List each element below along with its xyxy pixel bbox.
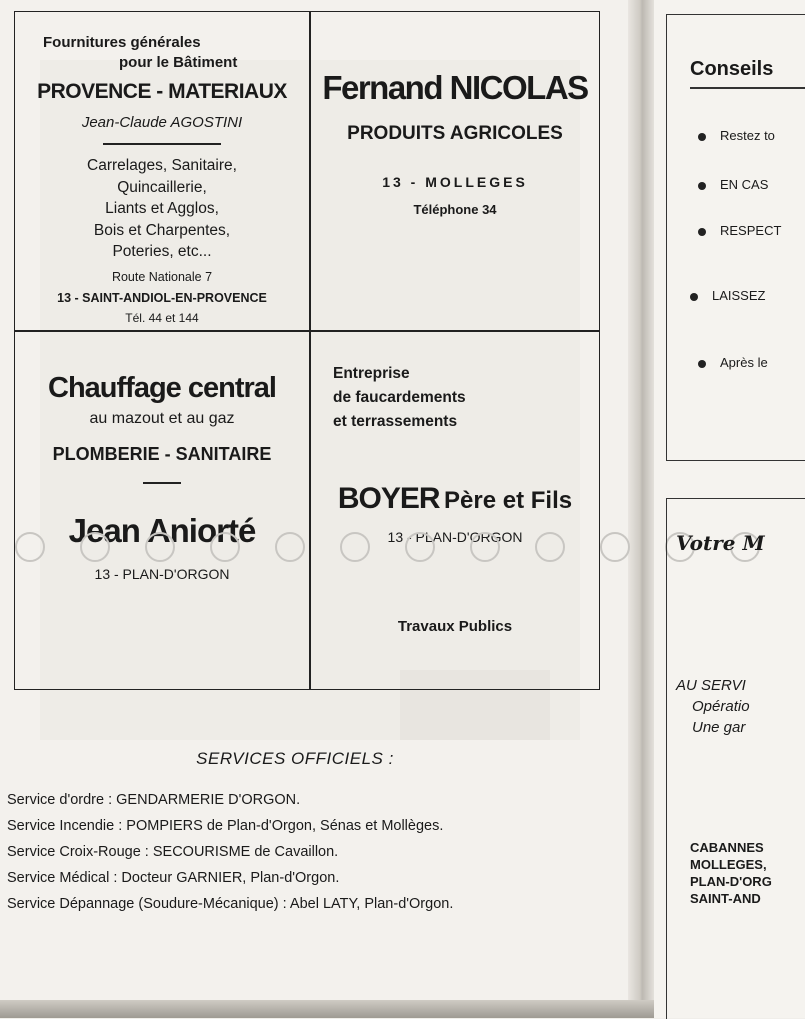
- advertisement-grid: [14, 11, 600, 690]
- bottom-page-shadow: [0, 1000, 654, 1018]
- subheading: au mazout et au gaz: [89, 410, 235, 427]
- box-bottom-border: [667, 460, 805, 462]
- activity: PRODUITS AGRICOLES: [347, 123, 563, 144]
- description-line: Entreprise: [333, 365, 410, 382]
- conseils-heading: Conseils: [690, 58, 774, 80]
- phone-number: Tél. 44 et 144: [125, 311, 199, 325]
- phone-number: Téléphone 34: [413, 202, 497, 217]
- page-gutter: [628, 0, 654, 1018]
- advice-line: RESPECT: [720, 223, 782, 238]
- ad-boyer-pere-et-fils: [311, 332, 599, 689]
- company-name: [311, 482, 599, 516]
- product-line: Quincaillerie,: [117, 178, 207, 196]
- address-city: 13 - SAINT-ANDIOL-EN-PROVENCE: [57, 291, 267, 305]
- ad-jean-aniorte: [15, 332, 309, 689]
- town: MOLLEGES,: [690, 857, 767, 872]
- service-line: Service Médical : Docteur GARNIER, Plan-d'Orgon.: [7, 870, 340, 886]
- product-line: Poteries, etc...: [112, 243, 212, 260]
- company-name: Jean Aniorté: [68, 512, 256, 549]
- footer-text: Travaux Publics: [397, 618, 513, 635]
- product-line: Carrelages, Sanitaire,: [87, 157, 237, 174]
- company-name-rest: Père et Fils: [444, 487, 573, 514]
- company-name-bold: BOYER: [337, 482, 440, 515]
- garantie-line: Une gar: [692, 719, 746, 736]
- heading-underline: [690, 87, 805, 89]
- advice-line: Restez to: [720, 128, 775, 143]
- ad-provence-materiaux: [15, 12, 309, 330]
- advice-line: Après le: [720, 355, 768, 370]
- bullet-icon: [698, 182, 706, 190]
- description: [333, 362, 466, 434]
- service-line: Service Incendie : POMPIERS de Plan-d'Orgon, Sénas et Mollèges.: [7, 818, 444, 834]
- service-line: Service d'ordre : GENDARMERIE D'ORGON.: [7, 792, 301, 808]
- bullet-icon: [698, 360, 706, 368]
- company-name: Fernand NICOLAS: [322, 69, 588, 106]
- address-city: 13 - PLAN-D'ORGON: [94, 566, 230, 582]
- ad-line: Fournitures générales: [43, 34, 201, 51]
- service-line: Service Croix-Rouge : SECOURISME de Cavaillon.: [7, 844, 339, 860]
- advice-line: LAISSEZ: [712, 288, 766, 303]
- divider-rule: [143, 482, 181, 484]
- town: PLAN-D'ORG: [690, 874, 772, 889]
- town: SAINT-AND: [690, 891, 761, 906]
- votre-box: [666, 498, 805, 1019]
- bullet-icon: [698, 228, 706, 236]
- address-city: 13 - MOLLEGES: [382, 174, 528, 190]
- address-city: 13 - PLAN-D'ORGON: [387, 529, 523, 545]
- services-title: SERVICES OFFICIELS :: [196, 749, 394, 768]
- advice-line: EN CAS: [720, 177, 769, 192]
- votre-heading: Votre M: [676, 531, 765, 555]
- operation-line: Opératio: [692, 698, 750, 715]
- product-list: [15, 155, 309, 263]
- description-line: de faucardements: [333, 389, 466, 406]
- divider-rule: [103, 143, 221, 145]
- product-line: Bois et Charpentes,: [93, 221, 231, 239]
- product-line: Liants et Agglos,: [105, 200, 219, 217]
- company-name: PROVENCE - MATERIAUX: [37, 80, 287, 103]
- owner-name: Jean-Claude AGOSTINI: [81, 114, 243, 131]
- bullet-icon: [698, 133, 706, 141]
- address-road: Route Nationale 7: [111, 270, 213, 284]
- au-service-line: AU SERVI: [676, 677, 746, 694]
- service-line: Service Dépannage (Soudure-Mécanique) : Abel LATY, Plan-d'Orgon.: [7, 896, 454, 912]
- trade: PLOMBERIE - SANITAIRE: [52, 444, 272, 464]
- bullet-icon: [690, 293, 698, 301]
- heading: Chauffage central: [48, 372, 276, 404]
- town: CABANNES: [690, 840, 764, 855]
- ad-line: pour le Bâtiment: [119, 54, 238, 71]
- ad-fernand-nicolas: [311, 12, 599, 330]
- description-line: et terrassements: [333, 413, 458, 430]
- town-list: [690, 839, 772, 907]
